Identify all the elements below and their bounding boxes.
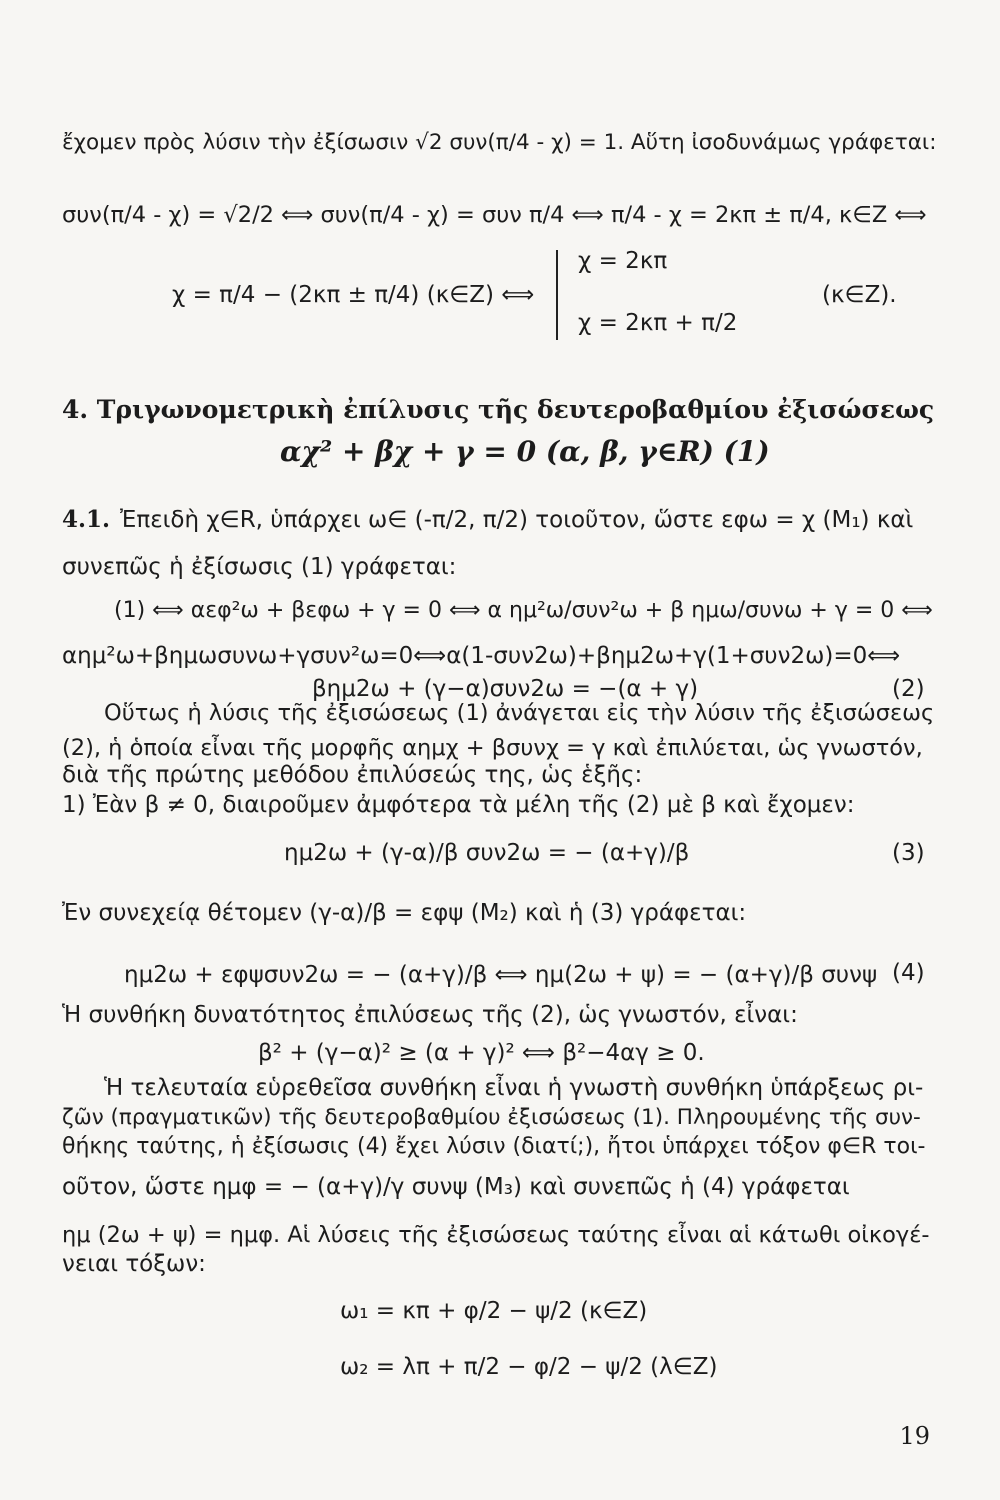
text-line: ζῶν (πραγματικῶν) τῆς δευτεροβαθμίου ἐξισώσεως (1). Πληρουμένης τῆς συν-: [62, 1105, 921, 1130]
equation-line: ημ2ω + (γ-α)/β συν2ω = − (α+γ)/β: [284, 840, 690, 866]
section-number: 4.1.: [62, 506, 111, 533]
equation-number: (3): [892, 840, 925, 866]
text-line: Οὕτως ἡ λύσις τῆς ἐξισώσεως (1) ἀνάγεται εἰς τὴν λύσιν τῆς ἐξισώσεως: [104, 700, 935, 726]
text-line: Ἡ τελευταία εὑρεθεῖσα συνθήκη εἶναι ἡ γνωστὴ συνθήκη ὑπάρξεως ρι-: [104, 1075, 924, 1101]
equation-line: χ = π/4 − (2κπ ± π/4) (κ∈Z) ⟺: [172, 282, 535, 308]
text-line: θήκης ταύτης, ἡ ἐξίσωσις (4) ἔχει λύσιν (διατί;), ἤτοι ὑπάρχει τόξον φ∈R τοι-: [62, 1134, 926, 1159]
system-brace: [556, 250, 568, 340]
equation-line: ω₂ = λπ + π/2 − φ/2 − ψ/2 (λ∈Z): [340, 1354, 718, 1380]
equation-number: (2): [892, 676, 925, 702]
text-line: οῦτον, ὥστε ημφ = − (α+γ)/γ συνψ (M₃) καὶ συνεπῶς ἡ (4) γράφεται: [62, 1174, 850, 1200]
text-line: Ἐν συνεχείᾳ θέτομεν (γ-α)/β = εφψ (M₂) καὶ ἡ (3) γράφεται:: [62, 900, 747, 926]
text-line: Ἡ συνθήκη δυνατότητος ἐπιλύσεως τῆς (2), ὡς γνωστόν, εἶναι:: [62, 1002, 798, 1028]
equation-line: β² + (γ−α)² ≥ (α + γ)² ⟺ β²−4αγ ≥ 0.: [258, 1040, 705, 1066]
text-line: (2), ἡ ὁποία εἶναι τῆς μορφῆς αημχ + βσυνχ = γ καὶ ἐπιλύεται, ὡς γνωστόν,: [62, 735, 923, 761]
equation-line: (1) ⟺ αεφ²ω + βεφω + γ = 0 ⟺ α ημ²ω/συν²ω + β ημω/συνω + γ = 0 ⟺: [114, 598, 933, 623]
text-line: ημ (2ω + ψ) = ημφ. Αἱ λύσεις τῆς ἐξισώσεως ταύτης εἶναι αἱ κάτωθι οἰκογέ-: [62, 1222, 930, 1248]
section-heading-formula: αχ² + βχ + γ = 0 (α, β, γ∈R) (1): [280, 435, 770, 468]
text-line: συνεπῶς ἡ ἐξίσωσις (1) γράφεται:: [62, 554, 457, 580]
system-condition: (κ∈Z).: [822, 282, 897, 308]
equation-line: συν(π/4 - χ) = √2/2 ⟺ συν(π/4 - χ) = συν π/4 ⟺ π/4 - χ = 2κπ ± π/4, κ∈Z ⟺: [62, 202, 927, 228]
text-line: διὰ τῆς πρώτης μεθόδου ἐπιλύσεώς της, ὡς ἑξῆς:: [62, 762, 643, 788]
section-heading: 4. Τριγωνομετρικὴ ἐπίλυσις τῆς δευτεροβαθμίου ἐξισώσεως: [62, 395, 935, 424]
system-equation: χ = 2κπ: [578, 248, 668, 274]
equation-line: ημ2ω + εφψσυν2ω = − (α+γ)/β ⟺ ημ(2ω + ψ) = − (α+γ)/β συνψ: [124, 962, 878, 988]
page-number: 19: [899, 1422, 930, 1450]
text-line: 1) Ἐὰν β ≠ 0, διαιροῦμεν ἀμφότερα τὰ μέλη τῆς (2) μὲ β καὶ ἔχομεν:: [62, 792, 855, 818]
equation-line: αημ²ω+βημωσυνω+γσυν²ω=0⟺α(1-συν2ω)+βημ2ω+γ(1+συν2ω)=0⟺: [62, 643, 901, 669]
system-equation: χ = 2κπ + π/2: [578, 310, 738, 336]
equation-number: (4): [892, 960, 925, 986]
text-line: Ἐπειδὴ χ∈R, ὑπάρχει ω∈ (-π/2, π/2) τοιοῦτον, ὥστε εφω = χ (M₁) καὶ: [120, 507, 914, 533]
equation-line: βημ2ω + (γ−α)συν2ω = −(α + γ): [312, 676, 699, 702]
text-line: νειαι τόξων:: [62, 1251, 206, 1277]
equation-line: ω₁ = κπ + φ/2 − ψ/2 (κ∈Z): [340, 1298, 648, 1324]
text-line: ἔχομεν πρὸς λύσιν τὴν ἐξίσωσιν √2 συν(π/4 - χ) = 1. Αὕτη ἰσοδυνάμως γράφεται:: [62, 130, 937, 155]
